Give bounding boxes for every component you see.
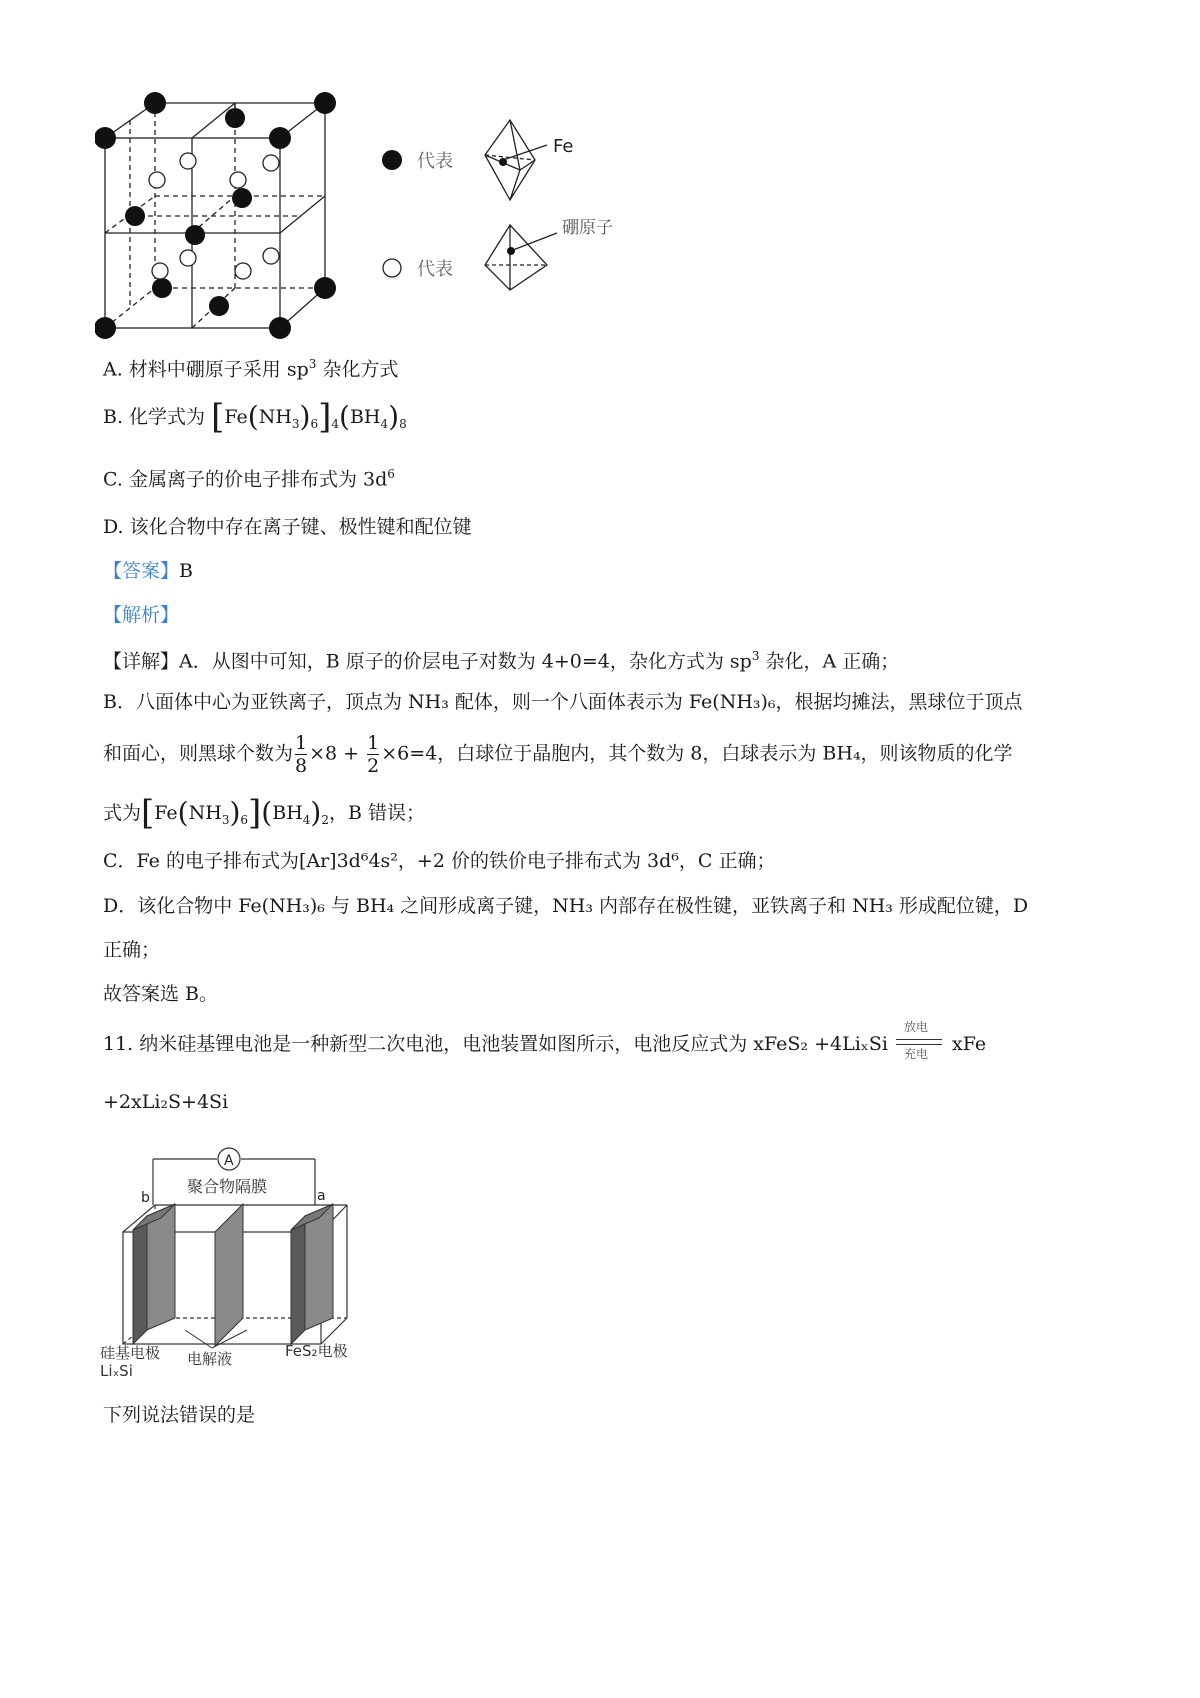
left-electrode bbox=[133, 1204, 175, 1344]
answer-line: 【答案】B bbox=[103, 560, 193, 582]
analysis-tag: 【解析】 bbox=[103, 604, 180, 626]
legend-figure bbox=[375, 115, 635, 305]
detail-c: C．Fe 的电子排布式为[Ar]3d⁶4s²，+2 价的铁价电子排布式为 3d⁶，C 正确； bbox=[103, 850, 776, 872]
right-electrode bbox=[291, 1204, 333, 1344]
white-sphere-icon bbox=[383, 259, 401, 277]
left-electrode-label: 硅基电极 bbox=[100, 1344, 161, 1362]
detail-d-line2: 正确； bbox=[103, 939, 161, 961]
detail-d-line1: D．该化合物中 Fe(NH₃)₆ 与 BH₄ 之间形成离子键，NH₃ 内部存在极性键，亚铁离子和 NH₃ 形成配位键，D bbox=[103, 895, 1029, 917]
option-d: D. 该化合物中存在离子键、极性键和配位键 bbox=[103, 516, 472, 538]
legend-white-label: 代表 bbox=[417, 259, 453, 280]
fe-label: Fe bbox=[553, 136, 574, 157]
option-b: B. 化学式为 $[Fe(NH_3)_6]_4(BH_4)_8$ bbox=[103, 397, 407, 437]
ammeter-label: A bbox=[224, 1153, 234, 1169]
option-c: C. 金属离子的价电子排布式为 $3d^6$ bbox=[103, 467, 395, 491]
conclusion: 故答案选 B。 bbox=[103, 983, 219, 1005]
q11-line1: 11. 纳米硅基锂电池是一种新型二次电池，电池装置如图所示，电池反应式为 xFeS₂ +4LiₓSi 放电 充电 xFe bbox=[103, 1020, 987, 1061]
membrane-label: 聚合物隔膜 bbox=[187, 1177, 268, 1196]
crystal-cell-figure bbox=[95, 88, 355, 348]
detail-a: 【详解】A．从图中可知，B 原子的价层电子对数为 4+0=4，杂化方式为 $sp^3$ 杂化，A 正确； bbox=[103, 649, 900, 673]
detail-b-line3: 式为$[Fe(NH_3)_6](BH_4)_2$，B 错误； bbox=[103, 793, 426, 833]
legend-black-label: 代表 bbox=[417, 151, 453, 172]
electrolyte-label: 电解液 bbox=[187, 1350, 233, 1368]
detail-b-line2: 和面心，则黑球个数为 $\frac{1}{8}$ ×8 + $\frac{1}{2}$ ×6=4，白球位于晶胞内，其个数为 8，白球表示为 BH₄，则该物质的化学 bbox=[103, 732, 1013, 777]
battery-figure bbox=[95, 1140, 375, 1385]
membrane bbox=[215, 1204, 243, 1346]
q11-line2: +2xLi₂S+4Si bbox=[103, 1091, 229, 1113]
detail-b-line1: B．八面体中心为亚铁离子，顶点为 NH₃ 配体，则一个八面体表示为 Fe(NH₃)₆，根据均摊法，黑球位于顶点 bbox=[103, 691, 1023, 713]
reversible-arrow: 放电 充电 bbox=[894, 1035, 946, 1055]
label-a: a bbox=[317, 1188, 326, 1204]
option-a: A. 材料中硼原子采用 $sp^3$ 杂化方式 bbox=[103, 357, 399, 381]
left-electrode-label2: LiₓSi bbox=[100, 1362, 133, 1380]
boron-label: 硼原子 bbox=[562, 218, 613, 238]
black-sphere-icon bbox=[382, 150, 402, 170]
question-prompt: 下列说法错误的是 bbox=[103, 1404, 256, 1426]
right-electrode-label: FeS₂电极 bbox=[285, 1342, 348, 1360]
label-b: b bbox=[141, 1190, 150, 1206]
